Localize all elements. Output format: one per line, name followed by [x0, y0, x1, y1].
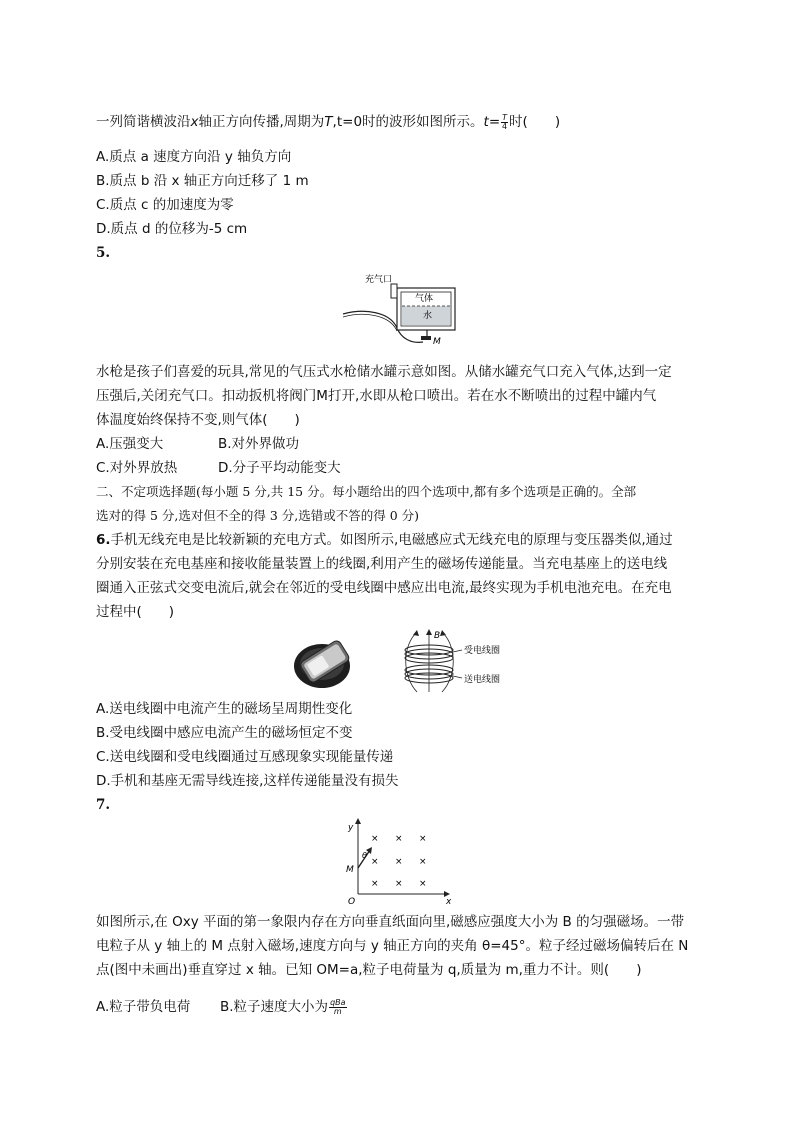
label-x: x — [446, 897, 452, 904]
q7-fraction-den: m — [333, 1006, 342, 1016]
q7-option-a: A.粒子带负电荷 — [96, 999, 191, 1015]
q7-option-b-text: B.粒子速度大小为 — [220, 999, 329, 1015]
q7-fraction-num: qBa — [330, 997, 346, 1007]
label-y: y — [348, 823, 354, 833]
q6-option-c: C.送电线圈和受电线圈通过互感现象实现能量传递 — [96, 749, 394, 765]
field-cross: × — [395, 879, 403, 889]
label-m: M — [346, 865, 354, 875]
field-cross: × — [371, 834, 379, 844]
q6-stem-line-1 — [96, 531, 673, 549]
q4-option-b: B.质点 b 沿 x 轴正方向迁移了 1 m — [96, 173, 309, 189]
q5-stem-line-3: 体温度始终保持不变,则气体( ) — [96, 412, 300, 428]
label-inlet: 充气口 — [365, 275, 393, 285]
label-o: O — [348, 897, 356, 904]
field-cross: × — [395, 834, 403, 844]
label-water: 水 — [423, 311, 433, 321]
label-receiver-coil: 受电线圈 — [464, 646, 501, 656]
q4-option-a: A.质点 a 速度方向沿 y 轴负方向 — [96, 149, 292, 165]
q6-stem-line-4: 过程中( ) — [96, 604, 175, 620]
q5-option-a: A.压强变大 — [96, 436, 164, 452]
field-cross: × — [371, 879, 379, 889]
field-cross: × — [419, 879, 427, 889]
field-cross: × — [395, 857, 403, 867]
q4-stem-part: ,t=0时的波形如图所示。 — [332, 114, 484, 130]
q7-stem-line-2: 电粒子从 y 轴上的 M 点射入磁场,速度方向与 y 轴正方向的夹角 θ=45°。粒子经过磁场偏转后在 N — [96, 938, 689, 954]
q7-number: 7. — [96, 797, 111, 813]
q4-fraction-den: 4 — [502, 121, 508, 131]
label-sender-coil: 送电线圈 — [464, 675, 501, 685]
q5-option-c: C.对外界放热 — [96, 460, 178, 476]
gun-hose-edge — [343, 314, 397, 331]
q4-fraction — [501, 114, 508, 131]
q5-stem-line-2: 压强后,关闭充气口。扣动扳机将阀门M打开,水即从枪口喷出。若在水不断喷出的过程中罐内气 — [96, 388, 657, 404]
inlet-valve — [391, 284, 397, 298]
q6-stem-line-3: 圈通入正弦式交变电流后,就会在邻近的受电线圈中感应出电流,最终实现为手机电池充电。在充电 — [96, 580, 672, 596]
label-theta: θ — [362, 851, 367, 860]
q5-option-d: D.分子平均动能变大 — [218, 460, 341, 476]
q7-option-b-fraction — [329, 999, 346, 1016]
q4-stem-part: 时( ) — [509, 114, 561, 130]
field-cross: × — [419, 834, 427, 844]
q4-stem — [96, 113, 560, 131]
q7-stem-line-1: 如图所示,在 Oxy 平面的第一象限内存在方向垂直纸面向里,磁感应强度大小为 B 的匀强磁场。一带 — [96, 914, 685, 930]
q4-option-d: D.质点 d 的位移为-5 cm — [96, 221, 248, 237]
wireless-charging-figure — [292, 626, 502, 696]
q4-stem-var-x: x — [190, 114, 199, 130]
q6-option-d: D.手机和基座无需导线连接,这样传递能量没有损失 — [96, 773, 399, 789]
water-gun-figure — [335, 268, 465, 350]
label-gas: 气体 — [415, 294, 434, 304]
section-2-heading-line-1: 二、不定项选择题(每小题 5 分,共 15 分。每小题给出的四个选项中,都有多个选项是正确的。全部 — [96, 484, 637, 499]
q6-stem-line-2: 分别安装在充电基座和接收能量装置上的线圈,利用产生的磁场传递能量。当充电基座上的送电线 — [96, 556, 668, 572]
field-cross: × — [371, 857, 379, 867]
q5-stem-line-1: 水枪是孩子们喜爱的玩具,常见的气压式水枪储水罐示意如图。从储水罐充气口充入气体,达到一定 — [96, 364, 672, 380]
q5-number: 5. — [96, 245, 111, 261]
q5-option-b: B.对外界做功 — [218, 436, 300, 452]
magnetic-field-figure — [342, 816, 454, 904]
section-2-heading-line-2: 选对的得 5 分,选对但不全的得 3 分,选错或不答的得 0 分) — [96, 508, 420, 523]
q4-fraction-num: T — [502, 112, 508, 122]
label-b: B — [434, 631, 441, 641]
q6-option-a: A.送电线圈中电流产生的磁场呈周期性变化 — [96, 701, 353, 717]
q7-stem-line-3: 点(图中未画出)垂直穿过 x 轴。已知 OM=a,粒子电荷量为 q,质量为 m,重力不计。则( ) — [96, 962, 642, 978]
label-valve-m: M — [433, 337, 441, 347]
q6-number: 6. — [96, 532, 111, 548]
q7-option-b — [220, 998, 348, 1016]
q6-stem-text: 手机无线充电是比较新颖的充电方式。如图所示,电磁感应式无线充电的原理与变压器类似,通过 — [110, 532, 673, 548]
q4-option-c: C.质点 c 的加速度为零 — [96, 197, 234, 213]
q4-stem-part: 一列简谐横波沿 — [96, 114, 191, 130]
q6-option-b: B.受电线圈中感应电流产生的磁场恒定不变 — [96, 725, 353, 741]
valve-m — [421, 336, 431, 340]
q4-stem-var-T: T — [324, 114, 333, 130]
q4-stem-var-t: t= — [483, 114, 501, 130]
field-crosses — [371, 834, 427, 889]
y-axis-arrow — [355, 818, 361, 824]
field-cross: × — [419, 857, 427, 867]
q4-stem-part: 轴正方向传播,周期为 — [198, 114, 325, 130]
